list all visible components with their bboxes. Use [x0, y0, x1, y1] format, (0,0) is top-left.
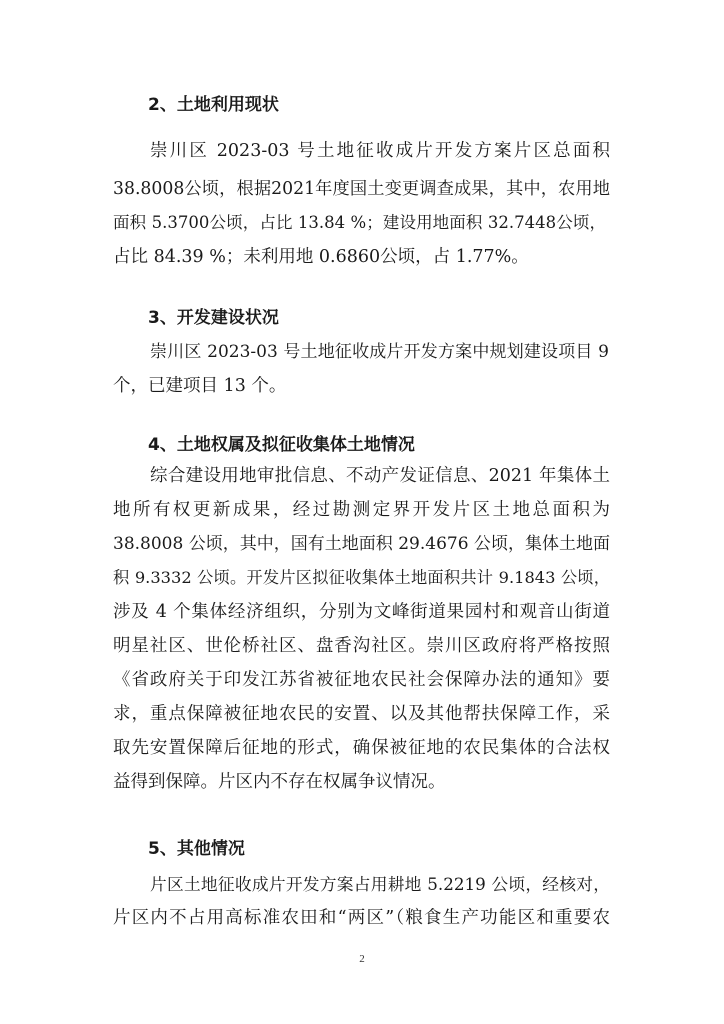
- page-number: 2: [359, 953, 365, 965]
- paragraph-line: 崇川区 2023-03 号土地征收成片开发方案片区总面积: [150, 141, 610, 161]
- paragraph-line: 明星社区、世伦桥社区、盘香沟社区。崇川区政府将严格按照: [113, 636, 610, 656]
- paragraph-line: 占比 84.39 %；未利用地 0.6860公顷，占 1.77%。: [113, 247, 529, 267]
- section-heading-other: 5、其他情况: [148, 839, 245, 859]
- section-heading-development-status: 3、开发建设状况: [148, 308, 279, 328]
- section-heading-land-ownership: 4、土地权属及拟征收集体土地情况: [148, 435, 415, 455]
- paragraph-line: 积 9.3332 公顷。开发片区拟征收集体土地面积共计 9.1843 公顷，: [113, 568, 610, 587]
- paragraph-line: 地所有权更新成果，经过勘测定界开发片区土地总面积为: [113, 500, 610, 520]
- paragraph-line: 38.8008 公顷，其中，国有土地面积 29.4676 公顷，集体土地面: [113, 534, 610, 554]
- paragraph-line: 个，已建项目 13 个。: [113, 376, 287, 396]
- paragraph-line: 益得到保障。片区内不存在权属争议情况。: [113, 772, 446, 792]
- paragraph-line: 综合建设用地审批信息、不动产发证信息、2021 年集体土: [150, 466, 610, 486]
- paragraph-line: 片区土地征收成片开发方案占用耕地 5.2219 公顷，经核对，: [150, 874, 610, 894]
- paragraph-line: 崇川区 2023-03 号土地征收成片开发方案中规划建设项目 9: [150, 342, 609, 362]
- paragraph-line: 片区内不占用高标准农田和“两区”（粮食生产功能区和重要农: [113, 908, 610, 928]
- paragraph-line: 《省政府关于印发江苏省被征地农民社会保障办法的通知》要: [113, 670, 610, 690]
- section-heading-land-use: 2、土地利用现状: [148, 95, 279, 115]
- paragraph-line: 涉及 4 个集体经济组织，分别为文峰街道果园村和观音山街道: [113, 602, 610, 622]
- paragraph-line: 面积 5.3700公顷，占比 13.84 %；建设用地面积 32.7448公顷，: [113, 213, 606, 232]
- paragraph-line: 取先安置保障后征地的形式，确保被征地的农民集体的合法权: [113, 738, 610, 758]
- paragraph-line: 求，重点保障被征地农民的安置、以及其他帮扶保障工作，采: [113, 704, 610, 724]
- paragraph-line: 38.8008公顷，根据2021年度国土变更调查成果，其中，农用地: [113, 179, 610, 199]
